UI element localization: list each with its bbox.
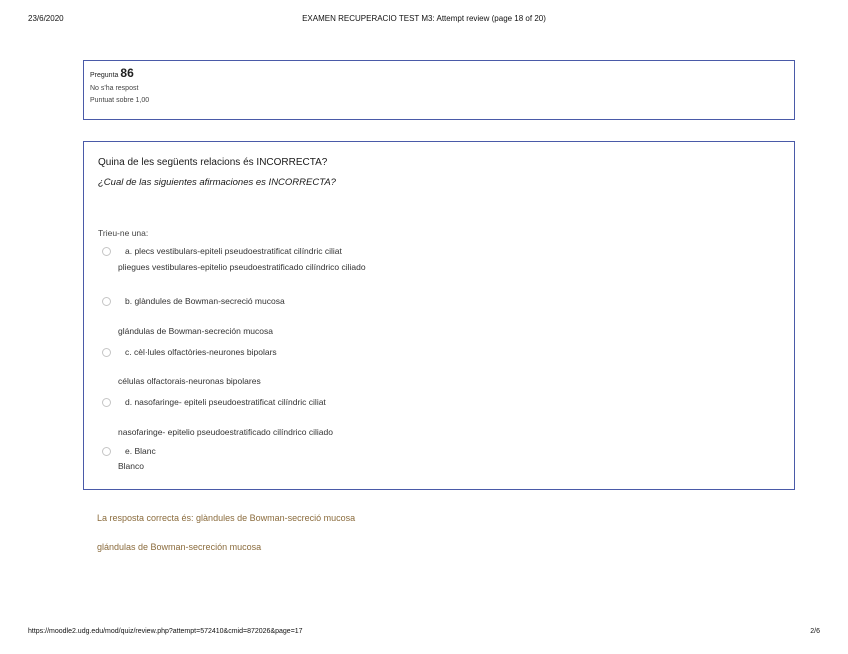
option-label[interactable]: e. Blanc — [125, 446, 156, 456]
question-text-ca: Quina de les següents relacions és INCORRECTA? — [98, 157, 328, 168]
correct-answer-translation: glándulas de Bowman-secreción mucosa — [97, 542, 262, 552]
option-translation: células olfactorais-neuronas bipolares — [118, 376, 261, 386]
option-label[interactable]: c. cèl·lules olfactòries-neurones bipolars — [125, 347, 277, 357]
answer-prompt: Trieu-ne una: — [98, 228, 149, 238]
question-number — [90, 66, 788, 80]
radio-button-icon[interactable] — [102, 348, 111, 357]
correct-answer-feedback: La resposta correcta és: glàndules de Bowman-secreció mucosa — [97, 513, 356, 523]
print-page-number: 2/6 — [810, 628, 820, 635]
question-content-box — [83, 141, 795, 490]
question-info-box — [83, 60, 795, 120]
option-label[interactable]: a. plecs vestibulars-epiteli pseudoestratificat cilíndric ciliat — [125, 246, 342, 256]
question-text-es: ¿Cual de las siguientes afirmaciones es INCORRECTA? — [98, 177, 336, 188]
print-title: EXAMEN RECUPERACIO TEST M3: Attempt review (page 18 of 20) — [302, 14, 546, 23]
radio-button-icon[interactable] — [102, 398, 111, 407]
option-translation: Blanco — [118, 461, 144, 471]
question-grade: Puntuat sobre 1,00 — [90, 97, 150, 104]
print-date: 23/6/2020 — [28, 14, 64, 23]
option-translation: pliegues vestibulares-epitelio pseudoestratificado cilíndrico ciliado — [118, 262, 366, 272]
print-url: https://moodle2.udg.edu/mod/quiz/review.php?attempt=572410&cmid=872026&page=17 — [28, 628, 303, 635]
radio-button-icon[interactable] — [102, 297, 111, 306]
option-label[interactable]: d. nasofaringe- epiteli pseudoestratificat cilíndric ciliat — [125, 397, 326, 407]
question-number-value: 86 — [120, 66, 134, 80]
option-translation: glándulas de Bowman-secreción mucosa — [118, 326, 273, 336]
question-status: No s'ha respost — [90, 85, 139, 92]
question-label: Pregunta — [90, 72, 119, 79]
radio-button-icon[interactable] — [102, 247, 111, 256]
option-label[interactable]: b. glàndules de Bowman-secreció mucosa — [125, 296, 285, 306]
radio-button-icon[interactable] — [102, 447, 111, 456]
option-translation: nasofaringe- epitelio pseudoestratificado cilíndrico ciliado — [118, 427, 333, 437]
